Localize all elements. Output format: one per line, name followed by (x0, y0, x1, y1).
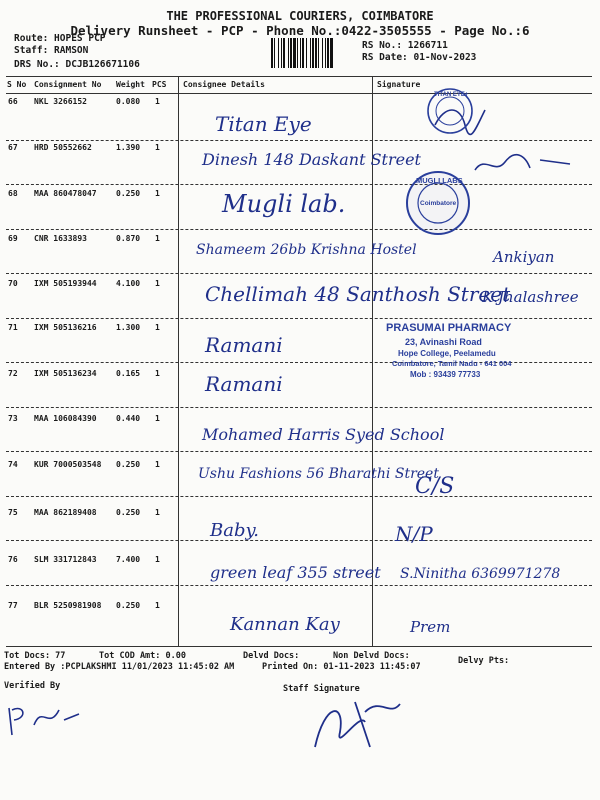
row-consignment: CNR 1633893 (34, 234, 87, 243)
row-pcs: 1 (155, 414, 160, 423)
table-header-rule (6, 93, 592, 94)
pharmacy-stamp-mobile: Mob : 93439 77733 (410, 370, 481, 379)
row-weight: 1.390 (116, 143, 141, 152)
handwritten-signature: C/S (415, 474, 455, 499)
table-bottom-rule (6, 646, 592, 647)
barcode-bar (322, 38, 323, 68)
col-header-signature: Signature (377, 80, 421, 89)
row-divider (6, 451, 592, 452)
row-weight: 0.250 (116, 601, 141, 610)
total-docs: Tot Docs: 77 (4, 651, 66, 661)
barcode-bar (325, 38, 326, 68)
row-consignment: MAA 862189408 (34, 508, 97, 517)
row-pcs: 1 (155, 234, 160, 243)
handwritten-consignee: Dinesh 148 Daskant Street (202, 150, 421, 169)
row-weight: 0.250 (116, 508, 141, 517)
handwritten-consignee: Ramani (205, 372, 283, 396)
barcode-bar (271, 38, 273, 68)
staff-label: Staff: RAMSON (14, 45, 89, 56)
row-pcs: 1 (155, 279, 160, 288)
col-header-consignee: Consignee Details (183, 80, 265, 89)
barcode-graphic (271, 38, 355, 68)
barcode-bar (283, 38, 285, 68)
row-divider (6, 585, 592, 586)
pharmacy-stamp-address-1: 23, Avinashi Road (405, 337, 482, 347)
signature-scribble (470, 150, 580, 180)
row-sno: 69 (8, 234, 18, 243)
handwritten-signature: S.Ninitha 6369971278 (400, 566, 561, 582)
row-pcs: 1 (155, 323, 160, 332)
pharmacy-stamp-address-3: Coimbatore, Tamil Nadu - 641 004 (392, 359, 512, 368)
col-header-weight: Weight (116, 80, 145, 89)
delivery-points: Delvy Pts: (458, 656, 510, 666)
row-consignment: MAA 860478047 (34, 189, 97, 198)
row-consignment: SLM 331712843 (34, 555, 97, 564)
row-pcs: 1 (155, 601, 160, 610)
consignee-column-rule (178, 76, 179, 646)
row-weight: 1.300 (116, 323, 141, 332)
printed-on: Printed On: 01-11-2023 11:45:07 (262, 662, 421, 672)
row-weight: 0.250 (116, 460, 141, 469)
pharmacy-stamp-name: PRASUMAI PHARMACY (386, 322, 512, 334)
row-sno: 66 (8, 97, 18, 106)
pharmacy-stamp-address-2: Hope College, Peelamedu (398, 349, 496, 358)
barcode-bar (310, 38, 311, 68)
row-sno: 77 (8, 601, 18, 610)
barcode-bar (302, 38, 304, 68)
row-sno: 68 (8, 189, 18, 198)
barcode-bar (318, 38, 319, 68)
entered-by: Entered By :PCPLAKSHMI 11/01/2023 11:45:02 AM (4, 662, 235, 672)
handwritten-signature: Prem (410, 618, 451, 636)
barcode-bar (306, 38, 307, 68)
drs-number: DRS No.: DCJB126671106 (14, 59, 140, 70)
row-weight: 0.870 (116, 234, 141, 243)
verifier-signature (4, 700, 94, 740)
barcode-bar (312, 38, 314, 68)
row-weight: 4.100 (116, 279, 141, 288)
row-pcs: 1 (155, 369, 160, 378)
col-header-consignment: Consignment No (34, 80, 102, 89)
row-pcs: 1 (155, 508, 160, 517)
staff-signature (305, 692, 415, 762)
handwritten-consignee: green leaf 355 street (210, 563, 381, 582)
verified-by-label: Verified By (4, 681, 61, 691)
non-delivered-docs: Non Delvd Docs: (333, 651, 410, 661)
row-divider (6, 229, 592, 230)
row-pcs: 1 (155, 460, 160, 469)
row-consignment: BLR 5250981908 (34, 601, 102, 610)
handwritten-consignee: Mohamed Harris Syed School (202, 425, 445, 444)
row-sno: 75 (8, 508, 18, 517)
handwritten-consignee: Titan Eye (215, 112, 312, 136)
runsheet-title: Delivery Runsheet - PCP - Phone No.:0422-3505555 - Page No.:6 (70, 23, 530, 38)
row-pcs: 1 (155, 97, 160, 106)
handwritten-consignee: Kannan Kay (230, 614, 340, 635)
titan-stamp-text: TITAN EYE+ (434, 92, 469, 98)
rs-number: RS No.: 1266711 (362, 40, 448, 51)
handwritten-signature: K.Jhalashree (482, 288, 579, 306)
table-top-rule (6, 76, 592, 77)
col-header-sno: S No (7, 80, 27, 89)
row-weight: 7.400 (116, 555, 141, 564)
delivered-docs: Delvd Docs: (243, 651, 300, 661)
barcode-bar (300, 38, 301, 68)
row-divider (6, 496, 592, 497)
row-pcs: 1 (155, 555, 160, 564)
barcode-bar (315, 38, 317, 68)
handwritten-signature: Ankiyan (493, 248, 555, 266)
handwritten-consignee: Baby. (210, 520, 259, 541)
row-sno: 74 (8, 460, 18, 469)
barcode-bar (290, 38, 292, 68)
barcode-bar (288, 38, 289, 68)
mugli-stamp-city: Coimbatore (420, 200, 457, 207)
company-name: THE PROFESSIONAL COURIERS, COIMBATORE (166, 9, 434, 23)
row-divider (6, 184, 592, 185)
barcode-bar (274, 38, 275, 68)
row-consignment: IXM 505136234 (34, 369, 97, 378)
row-sno: 73 (8, 414, 18, 423)
row-weight: 0.440 (116, 414, 141, 423)
barcode-bar (293, 38, 296, 68)
barcode-bar (278, 38, 279, 68)
route-label: Route: HOPES PCP (14, 33, 106, 44)
row-consignment: MAA 106084390 (34, 414, 97, 423)
row-divider (6, 273, 592, 274)
total-cod-amount: Tot COD Amt: 0.00 (99, 651, 186, 661)
barcode-bar (297, 38, 298, 68)
staff-signature-label: Staff Signature (283, 684, 360, 694)
handwritten-consignee: Mugli lab. (222, 190, 346, 218)
handwritten-consignee: Chellimah 48 Santhosh Street (205, 282, 511, 306)
row-sno: 76 (8, 555, 18, 564)
row-pcs: 1 (155, 143, 160, 152)
row-weight: 0.080 (116, 97, 141, 106)
handwritten-consignee: Ramani (205, 333, 283, 357)
barcode-bar (327, 38, 329, 68)
row-consignment: NKL 3266152 (34, 97, 87, 106)
row-pcs: 1 (155, 189, 160, 198)
mugli-stamp-name: MUGLI LABS (416, 176, 463, 185)
row-sno: 72 (8, 369, 18, 378)
row-divider (6, 407, 592, 408)
row-divider (6, 318, 592, 319)
row-sno: 67 (8, 143, 18, 152)
row-consignment: KUR 7000503548 (34, 460, 102, 469)
rs-date: RS Date: 01-Nov-2023 (362, 52, 477, 63)
row-sno: 71 (8, 323, 18, 332)
row-divider (6, 140, 592, 141)
row-weight: 0.250 (116, 189, 141, 198)
row-sno: 70 (8, 279, 18, 288)
barcode-bar (330, 38, 333, 68)
handwritten-signature: N/P (395, 522, 433, 546)
row-weight: 0.165 (116, 369, 141, 378)
col-header-pcs: PCS (152, 80, 167, 89)
handwritten-consignee: Ushu Fashions 56 Bharathi Street (198, 466, 439, 482)
row-consignment: IXM 505136216 (34, 323, 97, 332)
row-consignment: IXM 505193944 (34, 279, 97, 288)
row-consignment: HRD 50552662 (34, 143, 92, 152)
row-divider (6, 540, 592, 541)
barcode-bar (281, 38, 282, 68)
handwritten-consignee: Shameem 26bb Krishna Hostel (196, 242, 417, 258)
